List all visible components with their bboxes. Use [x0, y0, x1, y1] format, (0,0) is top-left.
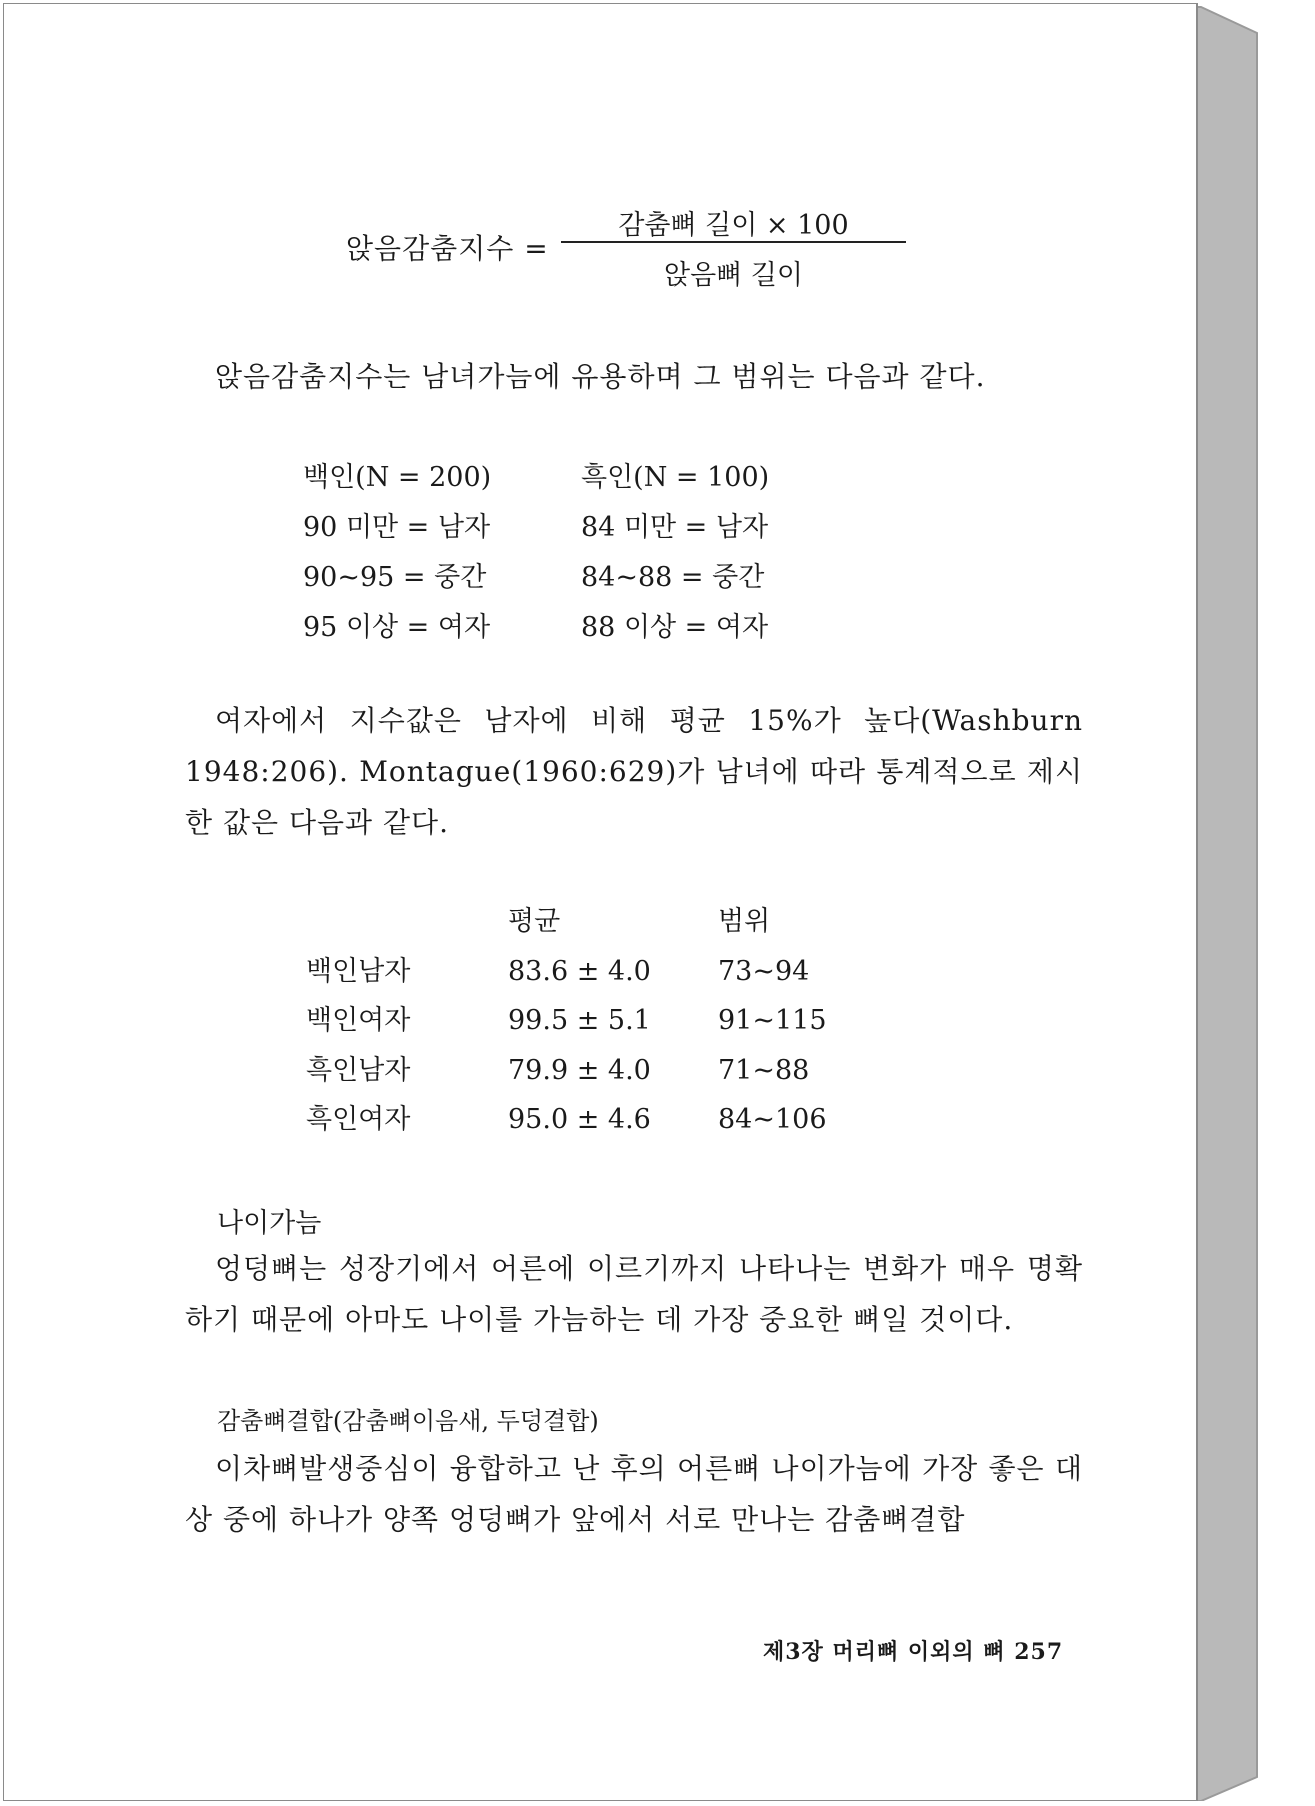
- stats-row: [306, 1095, 906, 1145]
- stats-table: [306, 897, 906, 1145]
- stats-header-row: [306, 897, 906, 947]
- stats-range: 84~106: [718, 1104, 827, 1135]
- range-table: [303, 453, 903, 653]
- range-cell-white: 90~95 = 중간: [303, 562, 487, 593]
- range-cell-white: 90 미만 = 남자: [303, 512, 491, 543]
- stats-mean: 79.9 ± 4.0: [508, 1054, 651, 1086]
- formula-numerator: 감춤뼈 길이 × 100: [618, 210, 849, 241]
- stats-row: [306, 996, 906, 1046]
- range-cell-black: 84 미만 = 남자: [581, 512, 769, 543]
- range-cell-black: 88 이상 = 여자: [581, 612, 769, 643]
- stats-mean: 83.6 ± 4.0: [508, 955, 651, 987]
- range-row: [303, 603, 903, 653]
- range-row: [303, 453, 903, 503]
- stats-row: [306, 1046, 906, 1096]
- range-row: [303, 553, 903, 603]
- stats-group: 백인남자: [306, 955, 411, 987]
- stats-header-mean: 평균: [508, 906, 561, 937]
- section-heading-symphysis: 감춤뼈결합(감춤뼈이음새, 두덩결합): [217, 1407, 599, 1435]
- stats-row: [306, 947, 906, 997]
- range-row: [303, 503, 903, 553]
- book-page: [7, 7, 1197, 1801]
- stats-range: 71~88: [718, 1054, 810, 1086]
- stats-group: 흑인남자: [306, 1054, 411, 1086]
- formula-denominator: 앉음뼈 길이: [664, 260, 803, 291]
- index-formula: [7, 7, 1197, 307]
- symphysis-paragraph: 이차뼈발생중심이 융합하고 난 후의 어른뼈 나이가늠에 가장 좋은 대상 중에 하나가 양쪽 엉덩뼈가 앞에서 서로 만나는 감춤뼈결합: [185, 1452, 1083, 1536]
- range-cell-black: 흑인(N = 100): [581, 462, 770, 493]
- age-paragraph: 엉덩뼈는 성장기에서 어른에 이르기까지 나타나는 변화가 매우 명확하기 때문에 아마도 나이를 가늠하는 데 가장 중요한 뼈일 것이다.: [185, 1252, 1083, 1336]
- stats-range: 91~115: [718, 1005, 827, 1036]
- stats-group: 흑인여자: [306, 1104, 411, 1135]
- stats-group: 백인여자: [306, 1005, 411, 1036]
- section-heading-age: 나이가늠: [217, 1208, 322, 1239]
- sex-difference-paragraph: 여자에서 지수값은 남자에 비해 평균 15%가 높다(Washburn 1948:206). Montague(1960:629)가 남녀에 따라 통계적으로 제시한 값은 다음과 같다.: [185, 704, 1083, 839]
- range-cell-white: 95 이상 = 여자: [303, 612, 491, 643]
- range-cell-white: 백인(N = 200): [303, 462, 492, 493]
- page-footer: 제3장 머리뼈 이외의 뼈 257: [763, 1639, 1064, 1665]
- stats-mean: 99.5 ± 5.1: [508, 1005, 651, 1036]
- intro-paragraph: 앉음감춤지수는 남녀가늠에 유용하며 그 범위는 다음과 같다.: [215, 360, 986, 393]
- fraction-bar: [561, 241, 906, 243]
- book-frame: [3, 3, 1305, 1801]
- stats-range: 73~94: [718, 955, 810, 987]
- range-cell-black: 84~88 = 중간: [581, 562, 765, 593]
- formula-lhs: 앉음감춤지수 =: [346, 232, 549, 265]
- stats-mean: 95.0 ± 4.6: [508, 1104, 651, 1135]
- stats-header-range: 범위: [718, 906, 771, 937]
